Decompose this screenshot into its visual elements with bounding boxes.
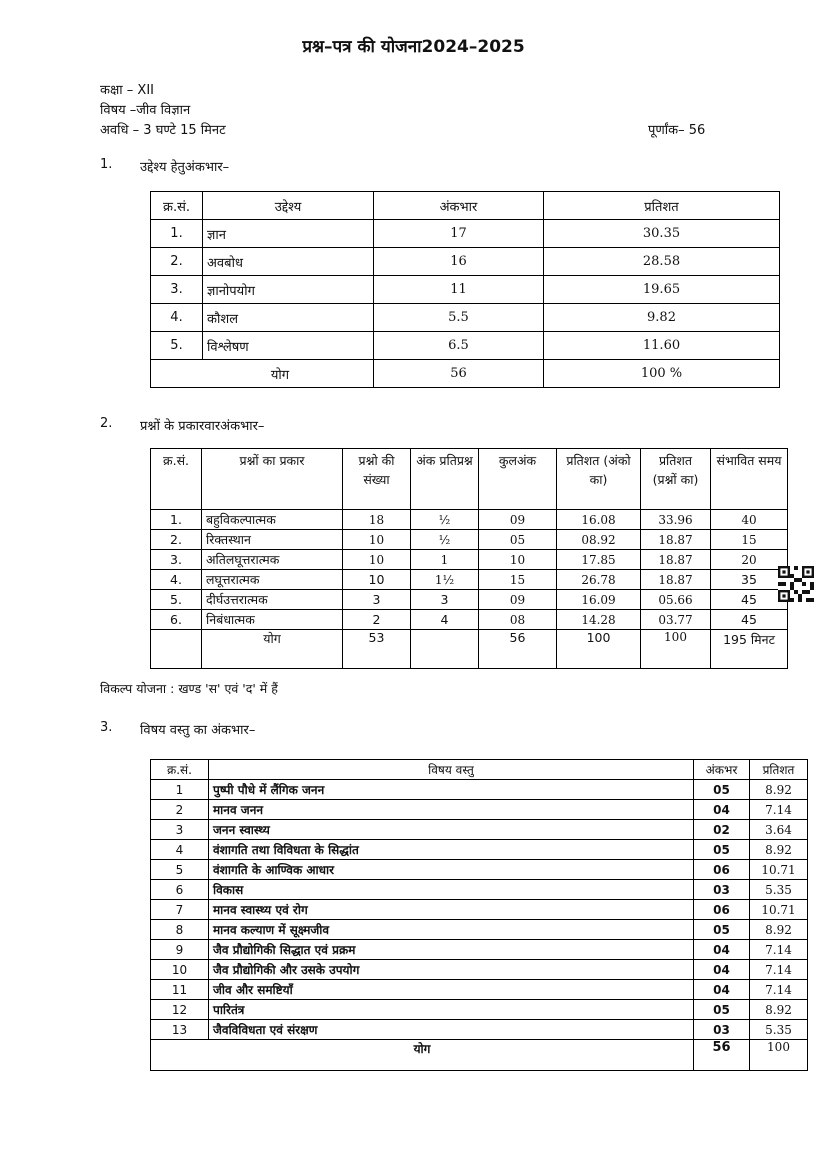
serial-cell: 4.	[151, 304, 203, 332]
topic-cell: जनन स्वास्थ्य	[209, 820, 694, 840]
total-marks-percent: 100	[557, 630, 641, 669]
topic-cell: जीव और समष्टियाँ	[209, 980, 694, 1000]
total-label: योग	[151, 360, 374, 388]
total-marks-cell: 09	[479, 590, 557, 610]
count-cell: 18	[343, 510, 411, 530]
serial-cell: 1	[151, 780, 209, 800]
table-row	[151, 940, 808, 960]
per-question-cell: 4	[411, 610, 479, 630]
section1-number: 1.	[100, 157, 113, 172]
marks-cell: 02	[694, 820, 750, 840]
serial-cell: 9	[151, 940, 209, 960]
table-row	[151, 880, 808, 900]
percent-cell: 10.71	[750, 860, 808, 880]
marks-cell: 03	[694, 880, 750, 900]
total-time: 195 मिनट	[711, 630, 788, 669]
table-row	[151, 276, 780, 304]
total-marks-cell: 15	[479, 570, 557, 590]
topic-cell: पारितंत्र	[209, 1000, 694, 1020]
table-row	[151, 570, 788, 590]
table-row	[151, 530, 788, 550]
header-cell: कुलअंक	[479, 449, 557, 510]
time-cell: 20	[711, 550, 788, 570]
question-percent-cell: 18.87	[641, 570, 711, 590]
table-row	[151, 840, 808, 860]
count-cell: 10	[343, 570, 411, 590]
total-marks-cell: 08	[479, 610, 557, 630]
objective-cell: अवबोध	[203, 248, 374, 276]
header-cell: प्रश्नों का प्रकार	[202, 449, 343, 510]
header-cell: क्र.सं.	[151, 449, 202, 510]
header-cell: क्र.सं.	[151, 192, 203, 220]
header-cell: प्रतिशत (अंको का)	[557, 449, 641, 510]
section2-title: प्रश्नों के प्रकारवारअंकभार–	[140, 419, 265, 434]
table-row	[151, 304, 780, 332]
table-row	[151, 1020, 808, 1040]
table-row	[151, 248, 780, 276]
total-count: 53	[343, 630, 411, 669]
total-percent: 100 %	[544, 360, 780, 388]
marks-cell: 04	[694, 940, 750, 960]
table-row	[151, 860, 808, 880]
percent-cell: 9.82	[544, 304, 780, 332]
objective-cell: ज्ञानोपयोग	[203, 276, 374, 304]
header-cell: प्रतिशत	[750, 760, 808, 780]
type-cell: अतिलघूत्तरात्मक	[202, 550, 343, 570]
marks-cell: 04	[694, 800, 750, 820]
topic-cell: वंशागति के आण्विक आधार	[209, 860, 694, 880]
table-row	[151, 590, 788, 610]
table-row	[151, 332, 780, 360]
per-question-cell: 3	[411, 590, 479, 610]
section3-heading	[100, 720, 500, 738]
type-cell: निबंधात्मक	[202, 610, 343, 630]
serial-cell: 2	[151, 800, 209, 820]
total-marks-cell: 10	[479, 550, 557, 570]
header-cell: अंक प्रतिप्रश्न	[411, 449, 479, 510]
table-row	[151, 900, 808, 920]
section3-title: विषय वस्तु का अंकभार–	[140, 723, 256, 738]
type-cell: रिक्तस्थान	[202, 530, 343, 550]
marks-percent-cell: 26.78	[557, 570, 641, 590]
marks-cell: 5.5	[374, 304, 544, 332]
topic-cell: मानव स्वास्थ्य एवं रोग	[209, 900, 694, 920]
header-cell: प्रतिशत (प्रश्नों का)	[641, 449, 711, 510]
table-row	[151, 960, 808, 980]
duration-line: अवधि – 3 घण्टे 15 मिनट	[100, 123, 226, 138]
question-percent-cell: 03.77	[641, 610, 711, 630]
count-cell: 10	[343, 550, 411, 570]
serial-cell: 1.	[151, 220, 203, 248]
total-row	[151, 1040, 808, 1071]
total-marks: 56	[374, 360, 544, 388]
percent-cell: 3.64	[750, 820, 808, 840]
header-cell: प्रतिशत	[544, 192, 780, 220]
question-percent-cell: 18.87	[641, 530, 711, 550]
marks-cell: 17	[374, 220, 544, 248]
page-title: प्रश्न–पत्र की योजना2024–2025	[302, 37, 525, 57]
serial-cell: 3	[151, 820, 209, 840]
table-row	[151, 820, 808, 840]
serial-cell: 4	[151, 840, 209, 860]
per-question-cell: 1	[411, 550, 479, 570]
time-cell: 40	[711, 510, 788, 530]
serial-cell: 10	[151, 960, 209, 980]
marks-cell: 06	[694, 900, 750, 920]
percent-cell: 8.92	[750, 840, 808, 860]
empty-cell	[151, 630, 202, 669]
type-cell: दीर्घउत्तरात्मक	[202, 590, 343, 610]
marks-cell: 11	[374, 276, 544, 304]
total-question-percent: 100	[641, 630, 711, 669]
serial-cell: 3.	[151, 276, 203, 304]
section2-number: 2.	[100, 416, 113, 431]
serial-cell: 5.	[151, 332, 203, 360]
per-question-cell: ½	[411, 530, 479, 550]
time-cell: 45	[711, 590, 788, 610]
type-cell: बहुविकल्पात्मक	[202, 510, 343, 530]
percent-cell: 30.35	[544, 220, 780, 248]
table-row	[151, 510, 788, 530]
table-row	[151, 780, 808, 800]
subject-line: विषय –जीव विज्ञान	[100, 103, 191, 118]
marks-percent-cell: 14.28	[557, 610, 641, 630]
marks-percent-cell: 08.92	[557, 530, 641, 550]
serial-cell: 2.	[151, 530, 202, 550]
topic-cell: पुष्पी पौधे में लैंगिक जनन	[209, 780, 694, 800]
question-type-table-header	[151, 449, 788, 510]
header-cell: क्र.सं.	[151, 760, 209, 780]
total-per-question	[411, 630, 479, 669]
serial-cell: 5.	[151, 590, 202, 610]
serial-cell: 8	[151, 920, 209, 940]
total-row	[151, 630, 788, 669]
section1-title: उद्देश्य हेतुअंकभार–	[140, 160, 230, 175]
total-marks: 56	[479, 630, 557, 669]
percent-cell: 11.60	[544, 332, 780, 360]
topic-cell: जैव प्रौद्योगिकी सिद्धात एवं प्रक्रम	[209, 940, 694, 960]
total-marks: 56	[694, 1040, 750, 1071]
topic-cell: मानव कल्याण में सूक्ष्मजीव	[209, 920, 694, 940]
table-row	[151, 920, 808, 940]
serial-cell: 1.	[151, 510, 202, 530]
time-cell: 45	[711, 610, 788, 630]
percent-cell: 8.92	[750, 920, 808, 940]
section3-number: 3.	[100, 720, 113, 735]
marks-cell: 05	[694, 780, 750, 800]
percent-cell: 5.35	[750, 1020, 808, 1040]
marks-cell: 05	[694, 920, 750, 940]
total-marks-cell: 09	[479, 510, 557, 530]
marks-percent-cell: 16.08	[557, 510, 641, 530]
marks-cell: 06	[694, 860, 750, 880]
total-label: योग	[151, 1040, 694, 1071]
serial-cell: 2.	[151, 248, 203, 276]
count-cell: 10	[343, 530, 411, 550]
total-row	[151, 360, 780, 388]
percent-cell: 5.35	[750, 880, 808, 900]
content-table	[150, 759, 808, 1071]
marks-cell: 16	[374, 248, 544, 276]
marks-cell: 04	[694, 960, 750, 980]
marks-cell: 05	[694, 840, 750, 860]
option-note: विकल्प योजना : खण्ड 'स' एवं 'द' में हैं	[100, 681, 278, 696]
percent-cell: 28.58	[544, 248, 780, 276]
serial-cell: 7	[151, 900, 209, 920]
percent-cell: 7.14	[750, 960, 808, 980]
percent-cell: 7.14	[750, 980, 808, 1000]
table-row	[151, 800, 808, 820]
table-row	[151, 980, 808, 1000]
topic-cell: विकास	[209, 880, 694, 900]
marks-cell: 03	[694, 1020, 750, 1040]
section2-heading	[100, 416, 500, 434]
serial-cell: 5	[151, 860, 209, 880]
objective-cell: कौशल	[203, 304, 374, 332]
question-percent-cell: 05.66	[641, 590, 711, 610]
table-row	[151, 550, 788, 570]
marks-cell: 6.5	[374, 332, 544, 360]
table-row	[151, 220, 780, 248]
class-line: कक्षा – XII	[100, 83, 155, 98]
percent-cell: 8.92	[750, 780, 808, 800]
topic-cell: वंशागति तथा विविधता के सिद्धांत	[209, 840, 694, 860]
topic-cell: मानव जनन	[209, 800, 694, 820]
percent-cell: 7.14	[750, 940, 808, 960]
serial-cell: 6	[151, 880, 209, 900]
objective-table-header	[151, 192, 780, 220]
question-type-table	[150, 448, 788, 669]
objective-table	[150, 191, 780, 388]
table-row	[151, 610, 788, 630]
percent-cell: 10.71	[750, 900, 808, 920]
count-cell: 2	[343, 610, 411, 630]
percent-cell: 7.14	[750, 800, 808, 820]
header-cell: विषय वस्तु	[209, 760, 694, 780]
section1-heading	[100, 157, 500, 175]
marks-cell: 05	[694, 1000, 750, 1020]
total-marks-cell: 05	[479, 530, 557, 550]
total-label: योग	[202, 630, 343, 669]
topic-cell: जैवविविधता एवं संरक्षण	[209, 1020, 694, 1040]
qr-code-icon	[778, 566, 814, 602]
per-question-cell: ½	[411, 510, 479, 530]
content-table-header	[151, 760, 808, 780]
time-cell: 15	[711, 530, 788, 550]
serial-cell: 11	[151, 980, 209, 1000]
per-question-cell: 1½	[411, 570, 479, 590]
topic-cell: जैव प्रौद्योगिकी और उसके उपयोग	[209, 960, 694, 980]
objective-cell: ज्ञान	[203, 220, 374, 248]
serial-cell: 13	[151, 1020, 209, 1040]
serial-cell: 3.	[151, 550, 202, 570]
header-cell: अंकभार	[374, 192, 544, 220]
header-cell: संभावित समय	[711, 449, 788, 510]
marks-percent-cell: 17.85	[557, 550, 641, 570]
header-cell: अंकभर	[694, 760, 750, 780]
serial-cell: 12	[151, 1000, 209, 1020]
percent-cell: 19.65	[544, 276, 780, 304]
marks-cell: 04	[694, 980, 750, 1000]
total-percent: 100	[750, 1040, 808, 1071]
table-row	[151, 1000, 808, 1020]
objective-cell: विश्लेषण	[203, 332, 374, 360]
time-cell: 35	[711, 570, 788, 590]
question-percent-cell: 18.87	[641, 550, 711, 570]
percent-cell: 8.92	[750, 1000, 808, 1020]
max-marks: पूर्णांक– 56	[648, 123, 706, 138]
serial-cell: 6.	[151, 610, 202, 630]
type-cell: लघूत्तरात्मक	[202, 570, 343, 590]
header-cell: प्रश्नो की संख्या	[343, 449, 411, 510]
serial-cell: 4.	[151, 570, 202, 590]
count-cell: 3	[343, 590, 411, 610]
header-cell: उद्देश्य	[203, 192, 374, 220]
marks-percent-cell: 16.09	[557, 590, 641, 610]
question-percent-cell: 33.96	[641, 510, 711, 530]
